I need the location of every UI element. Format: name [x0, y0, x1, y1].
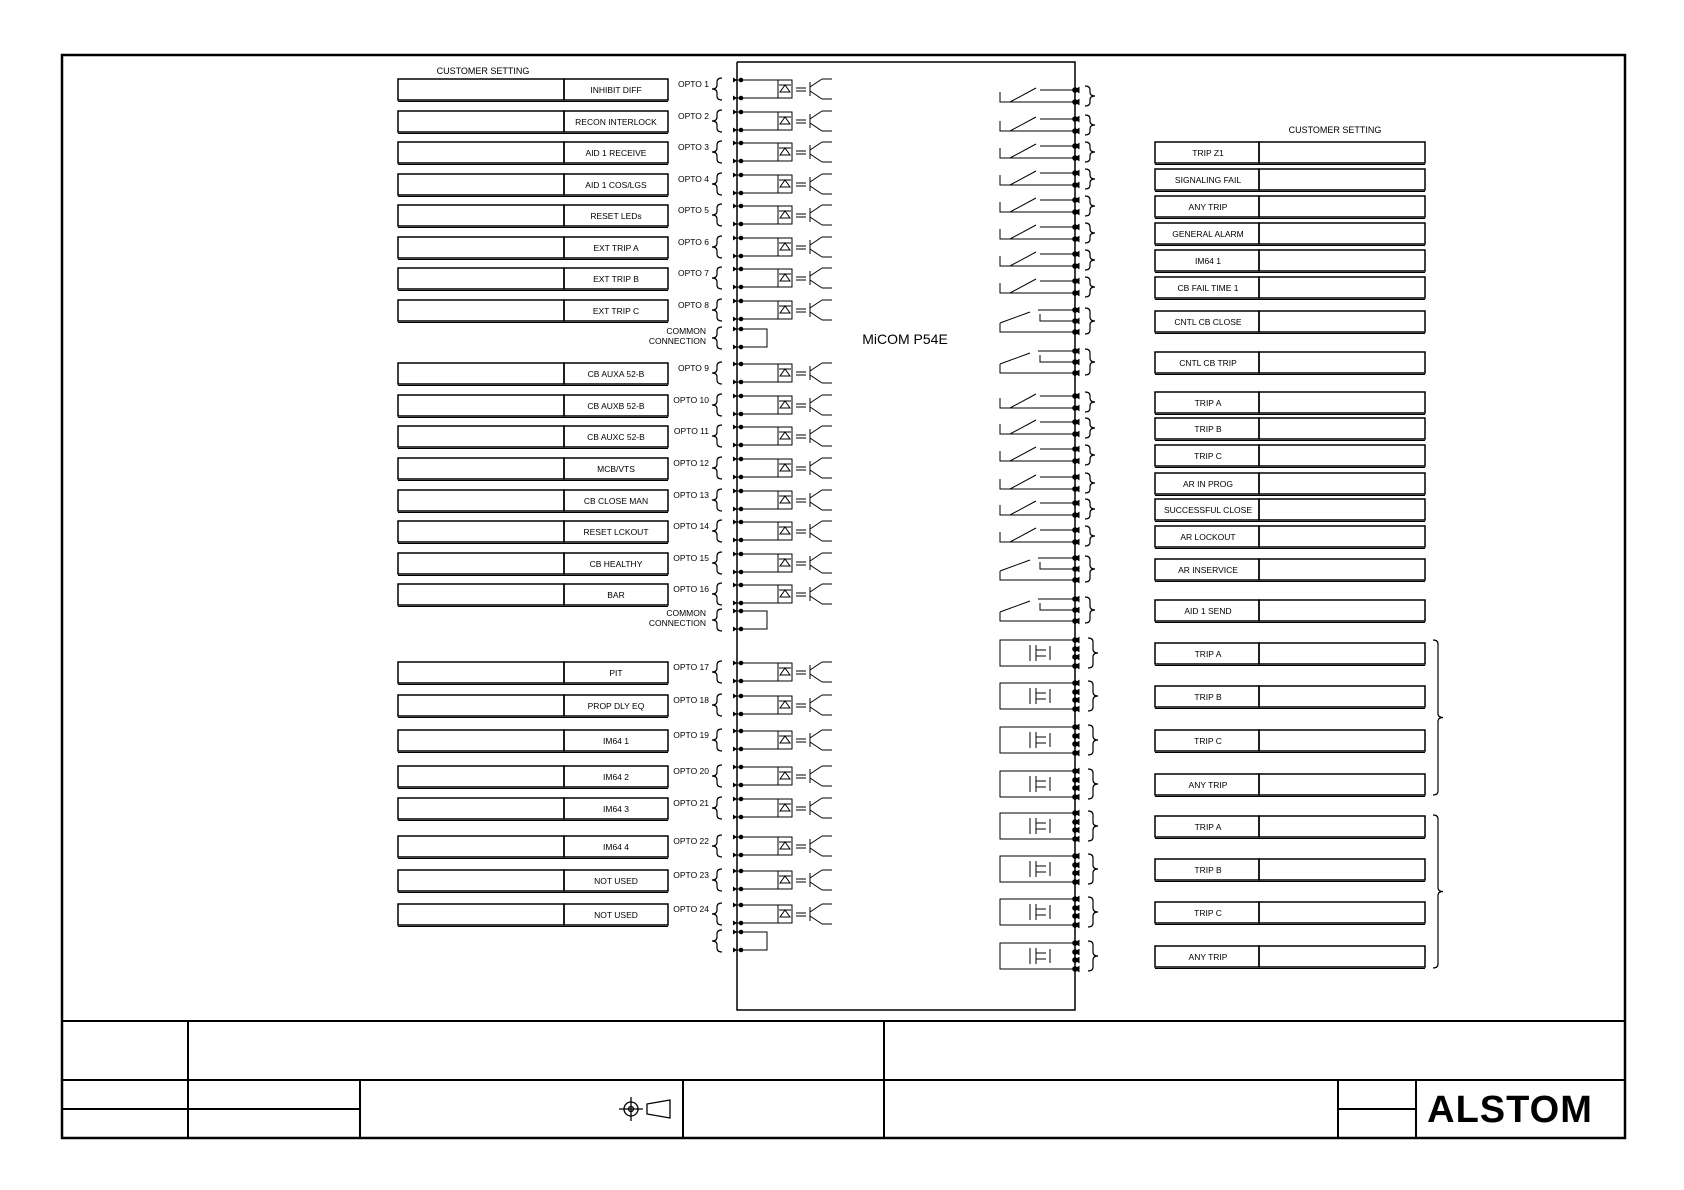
optocoupler-icon [778, 798, 832, 818]
relay-contact-icon [1000, 597, 1095, 624]
opto-input-row [398, 425, 832, 449]
output-row [1155, 686, 1425, 709]
customer-setting-field[interactable] [398, 584, 564, 605]
opto-terminal-label: OPTO 5 [677, 205, 709, 215]
output-function-label: AR IN PROG [1182, 479, 1234, 489]
opto-terminal-label: OPTO 20 [673, 766, 709, 776]
opto-terminal-label: OPTO 6 [677, 237, 709, 247]
customer-setting-field[interactable] [1259, 352, 1425, 373]
input-function-label: IM64 3 [603, 804, 629, 814]
optocoupler-icon [778, 363, 832, 383]
solid-state-contact-icon [1000, 854, 1098, 885]
customer-setting-field[interactable] [1259, 250, 1425, 271]
customer-setting-field[interactable] [398, 174, 564, 195]
output-function-label: TRIP Z1 [1192, 148, 1224, 158]
customer-setting-field[interactable] [1259, 816, 1425, 837]
opto-input-row [398, 520, 832, 544]
input-function-label: EXT TRIP B [593, 274, 639, 284]
output-row [1155, 559, 1425, 582]
output-function-label: TRIP C [1194, 908, 1222, 918]
customer-setting-field[interactable] [398, 363, 564, 384]
output-row [1155, 816, 1425, 839]
customer-setting-field[interactable] [398, 490, 564, 511]
solid-state-contact-icon [1000, 897, 1098, 928]
opto-terminal-label: OPTO 24 [673, 904, 709, 914]
customer-setting-field[interactable] [1259, 643, 1425, 664]
group-brackets [1433, 640, 1443, 968]
output-function-label: AID 1 SEND [1184, 606, 1232, 616]
customer-setting-field[interactable] [398, 870, 564, 891]
solid-state-contact-icon [1000, 769, 1098, 800]
optocoupler-icon [778, 870, 832, 890]
optocoupler-icon [778, 174, 832, 194]
output-function-label: IM64 1 [1195, 256, 1221, 266]
output-group-brace-icon [1433, 640, 1443, 795]
relay-contact-icon [1000, 277, 1095, 297]
output-function-label: SIGNALING FAIL [1174, 175, 1242, 185]
opto-input-row [398, 299, 832, 323]
output-row [1155, 311, 1425, 334]
opto-terminal-label: OPTO 11 [673, 426, 709, 436]
common-connection-label: CONNECTION [648, 618, 706, 628]
opto-input-row [398, 729, 832, 753]
customer-setting-field[interactable] [398, 142, 564, 163]
input-function-label: NOT USED [594, 876, 638, 886]
opto-terminal-label: OPTO 19 [673, 730, 709, 740]
input-function-label: CB AUXC 52-B [587, 432, 645, 442]
opto-input-row [398, 267, 832, 291]
opto-terminal-label: OPTO 22 [673, 836, 709, 846]
output-row [1155, 250, 1425, 273]
input-function-label: NOT USED [594, 910, 638, 920]
optocoupler-icon [778, 205, 832, 225]
relay-contact-icon [1000, 445, 1095, 465]
input-function-label: AID 1 COS/LGS [585, 180, 647, 190]
output-row [1155, 526, 1425, 549]
solid-state-contact-icon [1000, 638, 1098, 669]
customer-setting-field[interactable] [398, 798, 564, 819]
input-function-label: CB CLOSE MAN [583, 496, 649, 506]
customer-setting-field[interactable] [1259, 600, 1425, 621]
common-connection-label: COMMON [666, 326, 706, 336]
relay-contact-icon [1000, 169, 1095, 189]
optocoupler-icon [778, 426, 832, 446]
customer-setting-field[interactable] [1259, 223, 1425, 244]
customer-setting-field[interactable] [1259, 277, 1425, 298]
common-connection [712, 930, 767, 953]
opto-terminal-label: OPTO 10 [673, 395, 709, 405]
customer-setting-field[interactable] [398, 521, 564, 542]
opto-terminal-label: OPTO 12 [673, 458, 709, 468]
output-row [1155, 445, 1425, 468]
customer-setting-field[interactable] [398, 237, 564, 258]
output-row [1155, 859, 1425, 882]
opto-input-row [398, 141, 832, 165]
customer-setting-right-label: CUSTOMER SETTING [1288, 125, 1382, 135]
relay-contact-icon [1000, 418, 1095, 438]
opto-terminal-label: OPTO 4 [677, 174, 709, 184]
solid-state-contact-icon [1000, 681, 1098, 712]
opto-terminal-label: OPTO 8 [677, 300, 709, 310]
relay-contact-icon [1000, 392, 1095, 412]
output-function-label: AR LOCKOUT [1180, 532, 1236, 542]
projection-symbol-icon [619, 1097, 670, 1121]
opto-input-row [398, 903, 832, 927]
customer-setting-field[interactable] [1259, 418, 1425, 439]
optocoupler-icon [778, 111, 832, 131]
output-function-label: TRIP C [1194, 736, 1222, 746]
customer-setting-field[interactable] [398, 205, 564, 226]
output-function-label: TRIP C [1194, 451, 1222, 461]
opto-input-row [398, 173, 832, 197]
device-title: MiCOM P54E [862, 331, 948, 347]
opto-terminal-label: OPTO 1 [677, 79, 709, 89]
opto-inputs [398, 78, 832, 953]
customer-setting-field[interactable] [398, 836, 564, 857]
output-row [1155, 774, 1425, 797]
opto-input-row [398, 694, 832, 718]
relay-contact-icon [1000, 349, 1095, 376]
customer-setting-field[interactable] [398, 426, 564, 447]
opto-input-row [398, 835, 832, 859]
opto-input-row [398, 362, 832, 386]
optocoupler-icon [778, 268, 832, 288]
output-row [1155, 142, 1425, 165]
opto-input-row [398, 552, 832, 576]
opto-input-row [398, 765, 832, 789]
customer-setting-field[interactable] [398, 111, 564, 132]
customer-setting-field[interactable] [398, 904, 564, 925]
customer-setting-field[interactable] [1259, 169, 1425, 190]
output-function-label: TRIP A [1194, 822, 1222, 832]
relay-contact-icon [1000, 196, 1095, 216]
output-row [1155, 946, 1425, 969]
optocoupler-icon [778, 695, 832, 715]
opto-input-row [398, 78, 832, 102]
input-function-label: PIT [609, 668, 623, 678]
customer-setting-field[interactable] [398, 300, 564, 321]
opto-terminal-label: OPTO 16 [673, 584, 709, 594]
output-row [1155, 473, 1425, 496]
input-function-label: CB AUXB 52-B [587, 401, 645, 411]
solid-state-contact-icon [1000, 941, 1098, 972]
relay-contact-icon [1000, 556, 1095, 583]
input-function-label: RECON INTERLOCK [575, 117, 657, 127]
optocoupler-icon [778, 766, 832, 786]
output-row [1155, 196, 1425, 219]
output-function-label: ANY TRIP [1188, 202, 1228, 212]
input-function-label: RESET LCKOUT [583, 527, 649, 537]
opto-terminal-label: OPTO 15 [673, 553, 709, 563]
opto-terminal-label: OPTO 21 [673, 798, 709, 808]
optocoupler-icon [778, 836, 832, 856]
customer-setting-field[interactable] [1259, 499, 1425, 520]
input-function-label: CB AUXA 52-B [587, 369, 645, 379]
optocoupler-icon [778, 395, 832, 415]
output-row [1155, 392, 1425, 415]
opto-terminal-label: OPTO 17 [673, 662, 709, 672]
opto-input-row [398, 457, 832, 481]
optocoupler-icon [778, 553, 832, 573]
input-function-label: RESET LEDs [590, 211, 642, 221]
relay-contact-icon [1000, 250, 1095, 270]
customer-setting-field[interactable] [398, 395, 564, 416]
solid-state-contact-icon [1000, 811, 1098, 842]
input-function-label: IM64 4 [603, 842, 629, 852]
relay-contact-icon [1000, 308, 1095, 335]
output-function-label: ANY TRIP [1188, 780, 1228, 790]
output-function-label: CNTL CB TRIP [1179, 358, 1237, 368]
output-row [1155, 169, 1425, 192]
optocoupler-icon [778, 300, 832, 320]
solid-state-contact-icon [1000, 725, 1098, 756]
input-function-label: INHIBIT DIFF [590, 85, 642, 95]
customer-setting-field[interactable] [1259, 730, 1425, 751]
input-function-label: IM64 1 [603, 736, 629, 746]
customer-setting-field[interactable] [398, 662, 564, 683]
common-connection-label: COMMON [666, 608, 706, 618]
customer-setting-left-label: CUSTOMER SETTING [436, 66, 530, 76]
customer-setting-field[interactable] [1259, 559, 1425, 580]
opto-input-row [398, 869, 832, 893]
relay-contact-icon [1000, 499, 1095, 519]
customer-setting-field[interactable] [398, 730, 564, 751]
title-block [62, 1021, 1625, 1138]
customer-setting-field[interactable] [1259, 196, 1425, 217]
optocoupler-icon [778, 237, 832, 257]
input-function-label: MCB/VTS [597, 464, 635, 474]
opto-input-row [398, 489, 832, 513]
input-function-label: IM64 2 [603, 772, 629, 782]
output-group-brace-icon [1433, 815, 1443, 968]
customer-setting-field[interactable] [1259, 311, 1425, 332]
input-function-label: PROP DLY EQ [587, 701, 645, 711]
opto-input-row [398, 661, 832, 685]
customer-setting-field[interactable] [1259, 142, 1425, 163]
output-function-label: TRIP A [1194, 649, 1222, 659]
opto-terminal-label: OPTO 9 [677, 363, 709, 373]
opto-terminal-label: OPTO 14 [673, 521, 709, 531]
output-row [1155, 499, 1425, 522]
output-function-label: ANY TRIP [1188, 952, 1228, 962]
opto-terminal-label: OPTO 23 [673, 870, 709, 880]
opto-input-row [398, 236, 832, 260]
customer-setting-field[interactable] [398, 766, 564, 787]
opto-input-row [398, 797, 832, 821]
optocoupler-icon [778, 521, 832, 541]
customer-setting-field[interactable] [1259, 686, 1425, 707]
output-row [1155, 643, 1425, 666]
relay-contact-icon [1000, 223, 1095, 243]
output-row [1155, 352, 1425, 375]
optocoupler-icon [778, 490, 832, 510]
output-function-label: TRIP B [1194, 424, 1222, 434]
common-connection-label: CONNECTION [648, 336, 706, 346]
optocoupler-icon [778, 662, 832, 682]
optocoupler-icon [778, 730, 832, 750]
output-function-label: SUCCESSFUL CLOSE [1163, 505, 1253, 515]
common-connection [649, 326, 767, 350]
input-function-label: BAR [607, 590, 625, 600]
customer-setting-field[interactable] [1259, 526, 1425, 547]
relay-contact-icon [1000, 473, 1095, 493]
customer-setting-field[interactable] [1259, 774, 1425, 795]
opto-input-row [398, 394, 832, 418]
input-function-label: CB HEALTHY [589, 559, 643, 569]
relay-contact-icon [1000, 86, 1095, 106]
opto-terminal-label: OPTO 3 [677, 142, 709, 152]
optocoupler-icon [778, 79, 832, 99]
opto-input-row [398, 110, 832, 134]
customer-setting-field[interactable] [1259, 902, 1425, 923]
optocoupler-icon [778, 458, 832, 478]
customer-setting-field[interactable] [1259, 859, 1425, 880]
customer-setting-field[interactable] [398, 79, 564, 100]
opto-input-row [398, 204, 832, 228]
input-function-label: EXT TRIP C [592, 306, 640, 316]
output-function-label: CB FAIL TIME 1 [1177, 283, 1239, 293]
opto-terminal-label: OPTO 2 [677, 111, 709, 121]
output-function-label: TRIP B [1194, 692, 1222, 702]
output-row [1155, 730, 1425, 753]
output-row [1155, 223, 1425, 246]
output-row [1155, 600, 1425, 623]
opto-input-row [398, 583, 832, 607]
relay-contact-icon [1000, 115, 1095, 135]
output-function-label: GENERAL ALARM [1172, 229, 1244, 239]
brand-logo: ALSTOM [1427, 1089, 1593, 1131]
optocoupler-icon [778, 584, 832, 604]
common-connection [649, 608, 767, 632]
customer-setting-field[interactable] [1259, 445, 1425, 466]
customer-setting-field[interactable] [1259, 392, 1425, 413]
opto-terminal-label: OPTO 7 [677, 268, 709, 278]
output-row [1155, 277, 1425, 300]
optocoupler-icon [778, 142, 832, 162]
customer-setting-field[interactable] [398, 695, 564, 716]
opto-terminal-label: OPTO 13 [673, 490, 709, 500]
optocoupler-icon [778, 904, 832, 924]
customer-setting-field[interactable] [1259, 946, 1425, 967]
opto-terminal-label: OPTO 18 [673, 695, 709, 705]
customer-setting-field[interactable] [1259, 473, 1425, 494]
output-function-label: CNTL CB CLOSE [1174, 317, 1242, 327]
output-contacts [1000, 86, 1425, 972]
output-row [1155, 902, 1425, 925]
customer-setting-field[interactable] [398, 553, 564, 574]
output-row [1155, 418, 1425, 441]
relay-contact-icon [1000, 142, 1095, 162]
relay-contact-icon [1000, 526, 1095, 546]
input-function-label: AID 1 RECEIVE [585, 148, 647, 158]
customer-setting-field[interactable] [398, 458, 564, 479]
output-function-label: AR INSERVICE [1178, 565, 1238, 575]
customer-setting-field[interactable] [398, 268, 564, 289]
output-function-label: TRIP A [1194, 398, 1222, 408]
input-function-label: EXT TRIP A [593, 243, 639, 253]
output-function-label: TRIP B [1194, 865, 1222, 875]
